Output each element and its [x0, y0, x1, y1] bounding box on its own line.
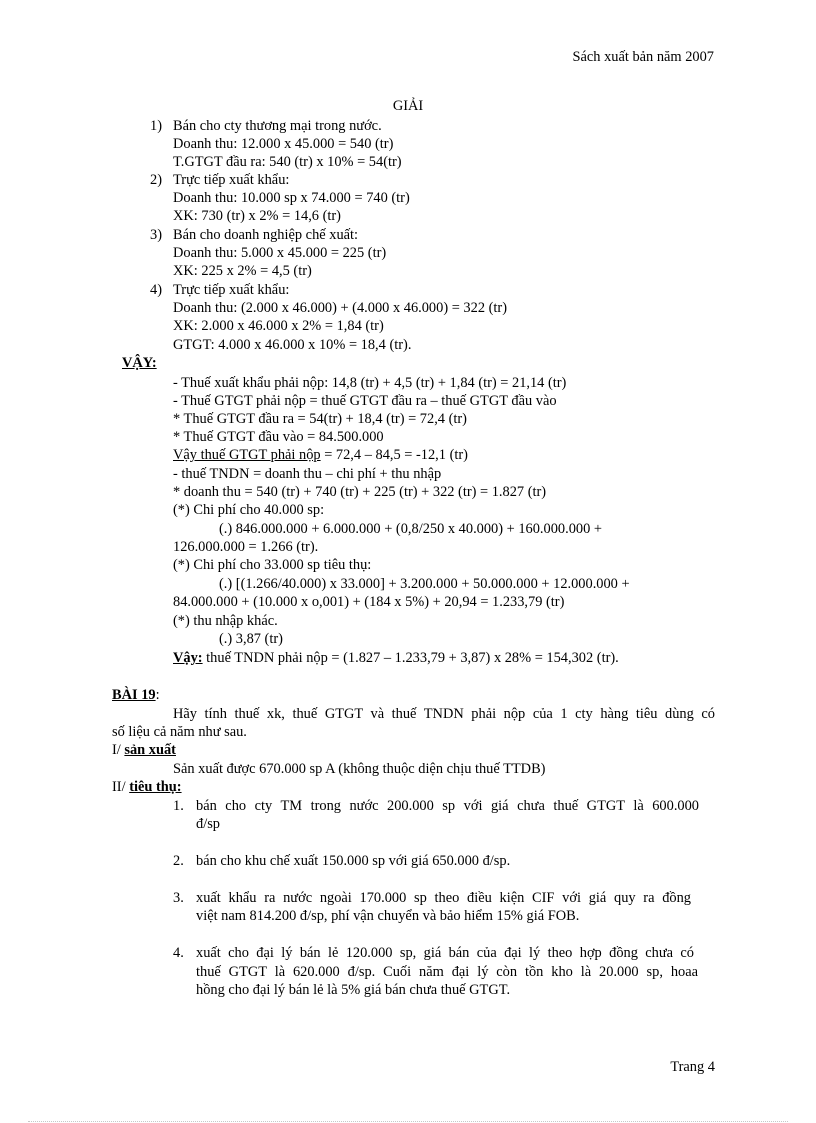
exercise-title-suffix: :	[155, 687, 160, 703]
exercise-item-line: hồng cho đại lý bán lẻ là 5% giá bán chưa thuế GTGT.	[196, 982, 511, 998]
section-production	[112, 741, 176, 759]
conclusion-line: * Thuế GTGT đầu vào = 84.500.000	[173, 429, 384, 445]
vat-payable-line	[173, 446, 468, 464]
tndn-line: * doanh thu = 540 (tr) + 740 (tr) + 225 (tr) + 322 (tr) = 1.827 (tr)	[173, 484, 547, 500]
cost-calc-line: 126.000.000 = 1.266 (tr).	[173, 539, 319, 555]
exercise-item-line: xuất khẩu ra nước ngoài 170.000 sp theo điều kiện CIF với giá quy ra đồng	[196, 890, 691, 906]
section-consumption-prefix: II/	[112, 779, 130, 795]
exercise-item-line: bán cho khu chế xuất 150.000 sp với giá 650.000 đ/sp.	[196, 853, 511, 869]
calc-line: Doanh thu: 5.000 x 45.000 = 225 (tr)	[173, 245, 387, 261]
tndn-line: (*) Chi phí cho 40.000 sp:	[173, 502, 325, 518]
item-heading: Trực tiếp xuất khẩu:	[173, 172, 290, 188]
other-income-value: (.) 3,87 (tr)	[219, 631, 283, 647]
section-consumption-label: tiêu thụ:	[129, 779, 182, 795]
final-result-text: thuế TNDN phải nộp = (1.827 – 1.233,79 + 3,87) x 28% = 154,302 (tr).	[202, 650, 619, 666]
page-bottom-divider	[28, 1121, 788, 1122]
final-result-label: Vậy:	[173, 650, 203, 666]
item-number: 1)	[150, 118, 162, 134]
exercise-item-line: đ/sp	[196, 816, 220, 832]
cost-calc-line: 84.000.000 + (10.000 x o,001) + (184 x 5%) + 20,94 = 1.233,79 (tr)	[173, 594, 565, 610]
solution-title: GIẢI	[392, 98, 424, 114]
page-header: Sách xuất bản năm 2007	[572, 49, 714, 65]
production-text: Sản xuất được 670.000 sp A (không thuộc diện chịu thuế TTDB)	[173, 761, 546, 777]
exercise-title	[112, 686, 160, 704]
vat-payable-label: Vậy thuế GTGT phải nộp	[173, 447, 321, 463]
cost-calc-line: (.) 846.000.000 + 6.000.000 + (0,8/250 x 40.000) + 160.000.000 +	[219, 521, 603, 537]
item-heading: Trực tiếp xuất khẩu:	[173, 282, 290, 298]
page-footer: Trang 4	[670, 1059, 715, 1075]
exercise-item-number: 3.	[173, 890, 184, 906]
exercise-item-line: bán cho cty TM trong nước 200.000 sp với giá chưa thuế GTGT là 600.000	[196, 798, 699, 814]
conclusion-line: - Thuế xuất khẩu phải nộp: 14,8 (tr) + 4,5 (tr) + 1,84 (tr) = 21,14 (tr)	[173, 375, 567, 391]
cost-calc-line: (.) [(1.266/40.000) x 33.000] + 3.200.000 + 50.000.000 + 12.000.000 +	[219, 576, 630, 592]
conclusion-line: * Thuế GTGT đầu ra = 54(tr) + 18,4 (tr) = 72,4 (tr)	[173, 411, 467, 427]
item-heading: Bán cho doanh nghiệp chế xuất:	[173, 227, 359, 243]
exercise-item-number: 2.	[173, 853, 184, 869]
exercise-title-text: BÀI 19	[112, 687, 156, 703]
final-result-line	[173, 649, 619, 667]
item-heading: Bán cho cty thương mại trong nước.	[173, 118, 382, 134]
calc-line: GTGT: 4.000 x 46.000 x 10% = 18,4 (tr).	[173, 337, 412, 353]
tndn-line: - thuế TNDN = doanh thu – chi phí + thu nhập	[173, 466, 442, 482]
item-number: 3)	[150, 227, 162, 243]
section-production-prefix: I/	[112, 742, 125, 758]
calc-line: XK: 730 (tr) x 2% = 14,6 (tr)	[173, 208, 341, 224]
calc-line: Doanh thu: 12.000 x 45.000 = 540 (tr)	[173, 136, 394, 152]
exercise-item-number: 4.	[173, 945, 184, 961]
conclusion-heading: VẬY:	[122, 355, 157, 371]
other-income-label: (*) thu nhập khác.	[173, 613, 278, 629]
exercise-intro-line: Hãy tính thuế xk, thuế GTGT và thuế TNDN phải nộp của 1 cty hàng tiêu dùng có	[173, 706, 715, 722]
conclusion-line: - Thuế GTGT phải nộp = thuế GTGT đầu ra – thuế GTGT đầu vào	[173, 393, 557, 409]
calc-line: Doanh thu: (2.000 x 46.000) + (4.000 x 46.000) = 322 (tr)	[173, 300, 507, 316]
exercise-intro-line: số liệu cả năm như sau.	[112, 724, 247, 740]
calc-line: XK: 225 x 2% = 4,5 (tr)	[173, 263, 312, 279]
item-number: 2)	[150, 172, 162, 188]
exercise-item-number: 1.	[173, 798, 184, 814]
exercise-item-line: xuất cho đại lý bán lẻ 120.000 sp, giá bán của đại lý theo hợp đồng chưa có	[196, 945, 694, 961]
calc-line: Doanh thu: 10.000 sp x 74.000 = 740 (tr)	[173, 190, 410, 206]
item-number: 4)	[150, 282, 162, 298]
section-production-label: sản xuất	[124, 742, 176, 758]
exercise-item-line: việt nam 814.200 đ/sp, phí vận chuyển và bảo hiểm 15% giá FOB.	[196, 908, 580, 924]
exercise-item-line: thuế GTGT là 620.000 đ/sp. Cuối năm đại lý còn tồn kho là 20.000 sp, hoaa	[196, 964, 698, 980]
calc-line: T.GTGT đầu ra: 540 (tr) x 10% = 54(tr)	[173, 154, 402, 170]
calc-line: XK: 2.000 x 46.000 x 2% = 1,84 (tr)	[173, 318, 384, 334]
section-consumption	[112, 778, 182, 796]
vat-payable-value: = 72,4 – 84,5 = -12,1 (tr)	[320, 447, 468, 463]
cost-label: (*) Chi phí cho 33.000 sp tiêu thụ:	[173, 557, 372, 573]
